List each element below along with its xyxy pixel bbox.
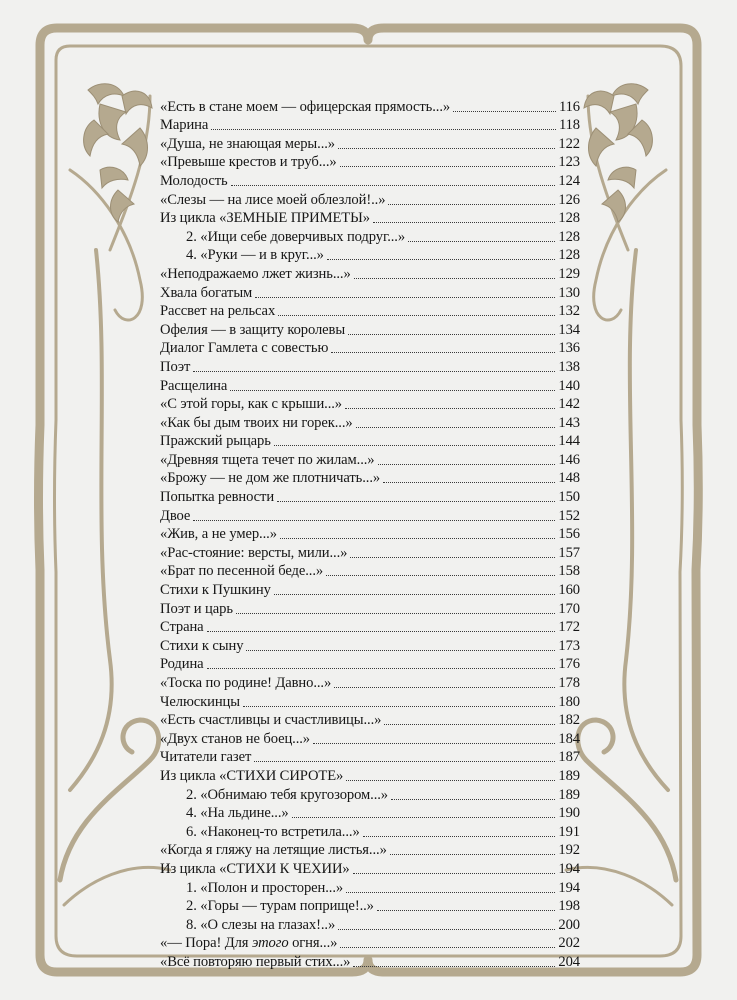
toc-page-number: 128 (558, 228, 580, 245)
toc-entry (160, 711, 580, 730)
toc-entry (160, 729, 580, 748)
toc-page-number: 194 (558, 860, 580, 877)
right-iris-ornament (584, 84, 652, 222)
left-iris-ornament (84, 84, 152, 222)
toc-entry (160, 636, 580, 655)
dot-leader (348, 334, 555, 335)
toc-page-number: 138 (558, 358, 580, 375)
toc-entry-title: «Двух станов не боец...» (160, 730, 311, 747)
toc-entry (160, 841, 580, 860)
toc-entry-title: «С этой горы, как с крыши...» (160, 396, 342, 413)
toc-entry (160, 934, 580, 953)
dot-leader (350, 557, 555, 558)
toc-page-number: 123 (558, 154, 580, 171)
toc-page-number: 180 (558, 693, 580, 710)
toc-entry (160, 580, 580, 599)
toc-entry-title: Страна (160, 619, 204, 636)
toc-entry (160, 469, 580, 488)
toc-entry-title: Челюскинцы (160, 693, 240, 710)
toc-entry-title: «Рас-стояние: версты, мили...» (160, 544, 348, 561)
toc-entry-title: «Тоска по родине! Давно...» (160, 675, 332, 691)
dot-leader (373, 222, 555, 223)
dot-leader (453, 111, 556, 112)
toc-title-part: «— Пора! Для (160, 935, 252, 952)
toc-page-number: 156 (558, 526, 580, 543)
dot-leader (193, 520, 555, 521)
toc-entry (160, 506, 580, 525)
toc-entry (160, 190, 580, 209)
toc-entry (160, 339, 580, 358)
dot-leader (408, 241, 555, 242)
dot-leader (243, 706, 555, 707)
dot-leader (326, 575, 555, 576)
dot-leader (384, 724, 555, 725)
toc-entry (160, 209, 580, 228)
right-bottom-swirl (578, 720, 676, 880)
toc-entry (160, 878, 580, 897)
toc-entry-title (160, 935, 337, 952)
toc-page-number: 178 (558, 675, 580, 691)
toc-entry (160, 395, 580, 414)
toc-entry (160, 302, 580, 321)
dot-leader (274, 594, 556, 595)
toc-page-number: 157 (558, 544, 580, 561)
toc-entry-title: «Душа, не знающая меры...» (160, 135, 335, 152)
dot-leader (353, 873, 556, 874)
toc-entry (160, 357, 580, 376)
dot-leader (327, 259, 556, 260)
toc-entry-title: Марина (160, 117, 209, 134)
dot-leader (211, 129, 556, 130)
toc-entry (160, 748, 580, 767)
toc-page-number: 200 (558, 916, 580, 933)
toc-page-number: 140 (558, 377, 580, 394)
toc-entry (160, 376, 580, 395)
dot-leader (353, 966, 555, 967)
dot-leader (388, 204, 555, 205)
toc-entry-title: «Всё повторяю первый стих...» (160, 953, 351, 970)
toc-page-number: 158 (558, 563, 580, 580)
dot-leader (274, 445, 556, 446)
toc-page-number: 189 (558, 767, 580, 784)
left-stem (70, 250, 112, 790)
toc-page-number: 187 (558, 749, 580, 766)
toc-entry-title: Двое (160, 507, 191, 524)
dot-leader (390, 854, 556, 855)
toc-entry-title: «Жив, а не умер...» (160, 526, 277, 543)
toc-page-number: 130 (558, 284, 580, 301)
dot-leader (313, 743, 555, 744)
toc-entry (160, 487, 580, 506)
toc-entry (160, 413, 580, 432)
toc-entry (160, 599, 580, 618)
toc-entry (160, 320, 580, 339)
dot-leader (236, 613, 556, 614)
toc-page-number: 118 (558, 117, 580, 134)
toc-entry-title: 8. «О слезы на глазах!..» (186, 916, 336, 933)
toc-entry (160, 116, 580, 135)
toc-page-number: 136 (558, 340, 580, 357)
toc-page-number: 124 (558, 172, 580, 189)
toc-entry (160, 543, 580, 562)
toc-page-number: 150 (558, 489, 580, 506)
toc-page-number: 172 (558, 619, 580, 636)
toc-entry (160, 432, 580, 451)
toc-entry-title: Расщелина (160, 377, 228, 394)
toc-entry (160, 915, 580, 934)
toc-page-number: 191 (558, 823, 580, 840)
dot-leader (363, 836, 556, 837)
dot-leader (356, 427, 556, 428)
toc-page-number: 189 (558, 786, 580, 803)
dot-leader (207, 631, 556, 632)
toc-entry-title: Поэт и царь (160, 600, 233, 617)
dot-leader (334, 687, 555, 688)
toc-entry (160, 618, 580, 637)
toc-entry-title: 2. «Ищи себе доверчивых подруг...» (186, 228, 406, 245)
toc-page-number: 152 (558, 507, 580, 524)
toc-entry-title: «Когда я гляжу на летящие листья...» (160, 842, 387, 859)
toc-entry-title: Из цикла «ЗЕМНЫЕ ПРИМЕТЫ» (160, 210, 370, 227)
toc-entry-title: «Древняя тщета течет по жилам...» (160, 451, 375, 468)
toc-entry-title: 2. «Горы — турам поприще!..» (186, 898, 374, 915)
toc-entry (160, 766, 580, 785)
toc-entry (160, 692, 580, 711)
toc-entry-title: «Неподражаемо лжет жизнь...» (160, 265, 351, 282)
toc-entry-title: 1. «Полон и просторен...» (186, 879, 344, 896)
toc-entry (160, 227, 580, 246)
toc-entry-title: Диалог Гамлета с совестью (160, 340, 329, 357)
toc-entry-title: 2. «Обнимаю тебя кругозором...» (186, 786, 388, 803)
toc-page-number: 192 (558, 842, 580, 859)
toc-entry-title: «Есть в стане моем — офицерская прямость...» (160, 98, 451, 115)
toc-entry (160, 785, 580, 804)
toc-entry (160, 450, 580, 469)
dot-leader (231, 185, 556, 186)
dot-leader (354, 278, 556, 279)
dot-leader (377, 910, 556, 911)
toc-entry-title: Родина (160, 656, 204, 673)
left-bottom-swirl (60, 720, 159, 880)
toc-page-number: 198 (558, 898, 580, 915)
toc-entry (160, 264, 580, 283)
dot-leader (338, 148, 555, 149)
toc-page-number: 176 (558, 656, 580, 673)
toc-page-number: 184 (558, 730, 580, 747)
toc-entry (160, 171, 580, 190)
dot-leader (345, 408, 555, 409)
dot-leader (255, 297, 555, 298)
toc-entry-title: Молодость (160, 172, 228, 189)
toc-entry-title: Пражский рыцарь (160, 433, 271, 450)
dot-leader (331, 352, 555, 353)
toc-title-part: огня...» (288, 935, 338, 952)
dot-leader (277, 501, 555, 502)
toc-entry-title: «Есть счастливцы и счастливицы...» (160, 712, 382, 729)
toc-entry (160, 859, 580, 878)
toc-entry (160, 673, 580, 692)
toc-entry (160, 153, 580, 172)
toc-page-number: 128 (558, 247, 580, 264)
dot-leader (230, 390, 555, 391)
dot-leader (254, 761, 555, 762)
toc-page-number: 170 (558, 600, 580, 617)
toc-entry-title: Рассвет на рельсах (160, 303, 276, 320)
toc-entry-title: «Брожу — не дом же плотничать...» (160, 470, 381, 487)
toc-entry (160, 134, 580, 153)
toc-page-number: 126 (558, 191, 580, 208)
toc-entry-title: Стихи к Пушкину (160, 582, 271, 599)
dot-leader (340, 947, 555, 948)
toc-entry (160, 952, 580, 971)
toc-entry (160, 897, 580, 916)
dot-leader (292, 817, 556, 818)
toc-entry-title: Читатели газет (160, 749, 252, 766)
toc-entry (160, 283, 580, 302)
toc-entry (160, 246, 580, 265)
toc-page-number: 202 (558, 935, 580, 952)
toc-entry (160, 525, 580, 544)
dot-leader (246, 650, 555, 651)
toc-page-number: 143 (558, 414, 580, 431)
table-of-contents (160, 97, 580, 971)
toc-page-number: 146 (558, 451, 580, 468)
toc-page-number: 173 (558, 637, 580, 654)
toc-entry-title: «Превыше крестов и труб...» (160, 154, 337, 171)
toc-page-number: 148 (558, 470, 580, 487)
dot-leader (340, 166, 556, 167)
toc-page-number: 142 (558, 396, 580, 413)
dot-leader (207, 668, 556, 669)
toc-entry-title: 6. «Наконец-то встретила...» (186, 823, 360, 840)
toc-page-number: 194 (558, 879, 580, 896)
right-stem (624, 250, 668, 790)
toc-entry-title: Офелия — в защиту королевы (160, 321, 346, 338)
toc-page-number: 128 (558, 210, 580, 227)
dot-leader (338, 929, 555, 930)
toc-page-number: 132 (558, 303, 580, 320)
toc-page-number: 182 (558, 712, 580, 729)
dot-leader (391, 799, 555, 800)
toc-entry-title: Из цикла «СТИХИ СИРОТЕ» (160, 767, 344, 784)
dot-leader (346, 780, 555, 781)
toc-entry-title: Поэт (160, 358, 191, 375)
toc-entry-title: 4. «На льдине...» (186, 805, 289, 822)
dot-leader (378, 464, 556, 465)
dot-leader (346, 892, 555, 893)
toc-entry (160, 562, 580, 581)
toc-title-emphasis: этого (251, 935, 289, 952)
toc-page-number: 144 (558, 433, 580, 450)
toc-entry-title: Стихи к сыну (160, 637, 244, 654)
toc-entry-title: «Слезы — на лисе моей облезлой!..» (160, 191, 386, 208)
toc-entry-title: Из цикла «СТИХИ К ЧЕХИИ» (160, 860, 350, 877)
toc-page-number: 116 (558, 98, 580, 115)
toc-entry-title: 4. «Руки — и в круг...» (186, 247, 324, 264)
toc-page-number: 134 (558, 321, 580, 338)
toc-page-number: 129 (558, 265, 580, 282)
toc-entry (160, 655, 580, 674)
toc-page-number: 122 (558, 135, 580, 152)
dot-leader (193, 371, 555, 372)
dot-leader (383, 482, 555, 483)
toc-page-number: 160 (558, 582, 580, 599)
toc-entry-title: «Как бы дым твоих ни горек...» (160, 414, 353, 431)
toc-entry (160, 97, 580, 116)
toc-entry-title: «Брат по песенной беде...» (160, 563, 324, 580)
dot-leader (280, 538, 556, 539)
toc-entry-title: Попытка ревности (160, 489, 275, 506)
dot-leader (278, 315, 555, 316)
toc-page-number: 190 (558, 805, 580, 822)
toc-entry (160, 822, 580, 841)
toc-page-number: 204 (558, 953, 580, 970)
toc-entry-title: Хвала богатым (160, 284, 253, 301)
toc-entry (160, 804, 580, 823)
